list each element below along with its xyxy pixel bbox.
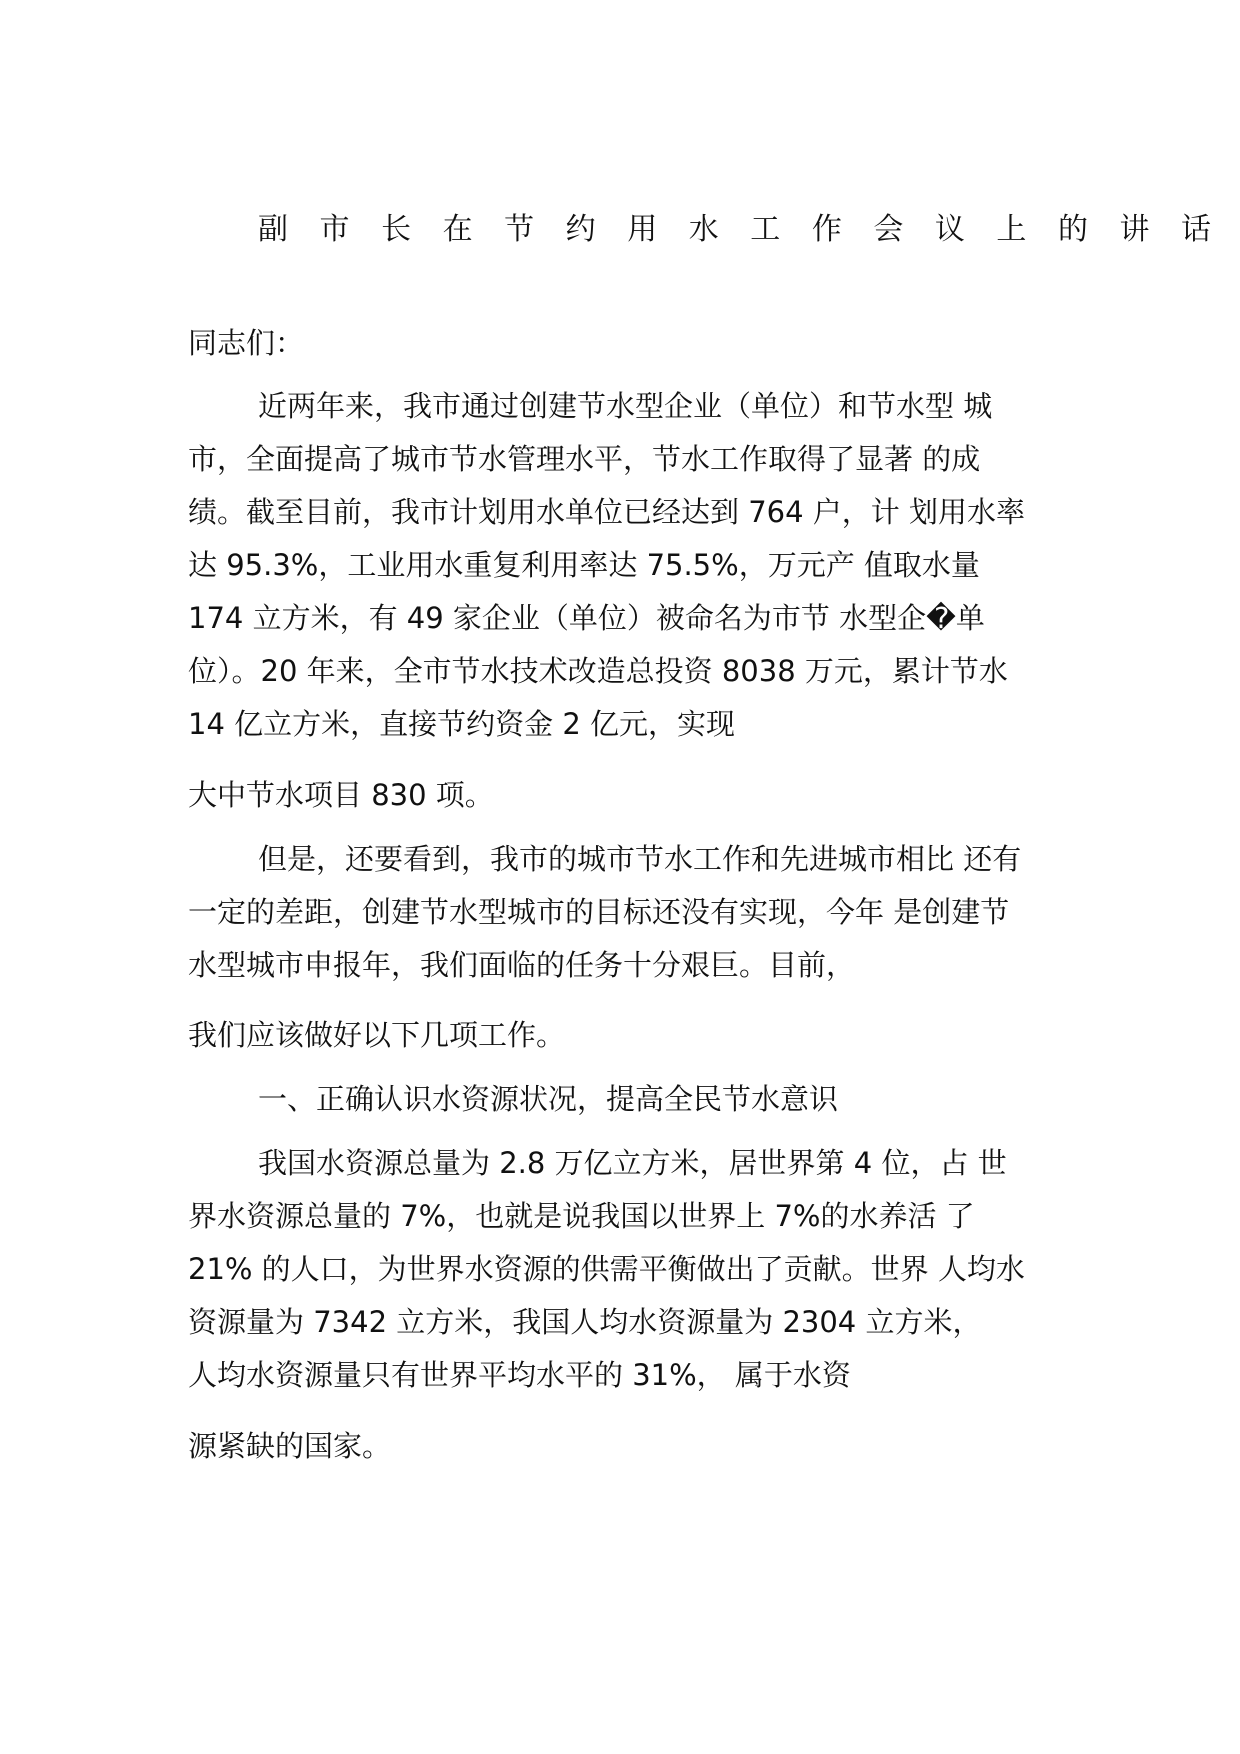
paragraph-line: 位）。20 年来，全市节水技术改造总投资 8038 万元，累计节水 (188, 654, 1008, 688)
paragraph-line: 人均水资源量只有世界平均水平的 31%， 属于水资 (188, 1358, 851, 1392)
paragraph-line: 21% 的人口，为世界水资源的供需平衡做出了贡献。世界 人均水 (188, 1252, 1025, 1286)
paragraph-line: 市，全面提高了城市节水管理水平，节水工作取得了显著 的成 (188, 442, 981, 476)
paragraph-line: 达 95.3%，工业用水重复利用率达 75.5%，万元产 值取水量 (188, 548, 980, 582)
paragraph-line: 水型城市申报年，我们面临的任务十分艰巨。目前， (188, 948, 856, 982)
paragraph-line: 我国水资源总量为 2.8 万亿立方米，居世界第 4 位，占 世 (258, 1146, 1007, 1180)
paragraph-line: 界水资源总量的 7%，也就是说我国以世界上 7%的水养活 了 (188, 1199, 975, 1233)
paragraph-line: 近两年来，我市通过创建节水型企业（单位）和节水型 城 (258, 389, 993, 423)
paragraph-line: 我们应该做好以下几项工作。 (188, 1018, 566, 1052)
paragraph-line: 一定的差距，创建节水型城市的目标还没有实现，今年 是创建节 (188, 895, 1010, 929)
paragraph-line: 绩。截至目前，我市计划用水单位已经达到 764 户，计 划用水率 (188, 495, 1026, 529)
section-heading: 一、正确认识水资源状况，提高全民节水意识 (258, 1082, 839, 1116)
paragraph-line: 大中节水项目 830 项。 (188, 778, 494, 812)
paragraph-line: 源紧缺的国家。 (188, 1429, 392, 1463)
paragraph-line: 14 亿立方米，直接节约资金 2 亿元，实现 (188, 707, 736, 741)
paragraph-line: 资源量为 7342 立方米，我国人均水资源量为 2304 立方米， (188, 1305, 982, 1339)
paragraph-line: 174 立方米，有 49 家企业（单位）被命名为市节 水型企�单 (188, 601, 985, 635)
document-title: 副 市 长 在 节 约 用 水 工 作 会 议 上 的 讲 话 (258, 212, 1223, 247)
paragraph-line: 但是，还要看到，我市的城市节水工作和先进城市相比 还有 (258, 842, 1022, 876)
salutation: 同志们： (188, 326, 305, 360)
